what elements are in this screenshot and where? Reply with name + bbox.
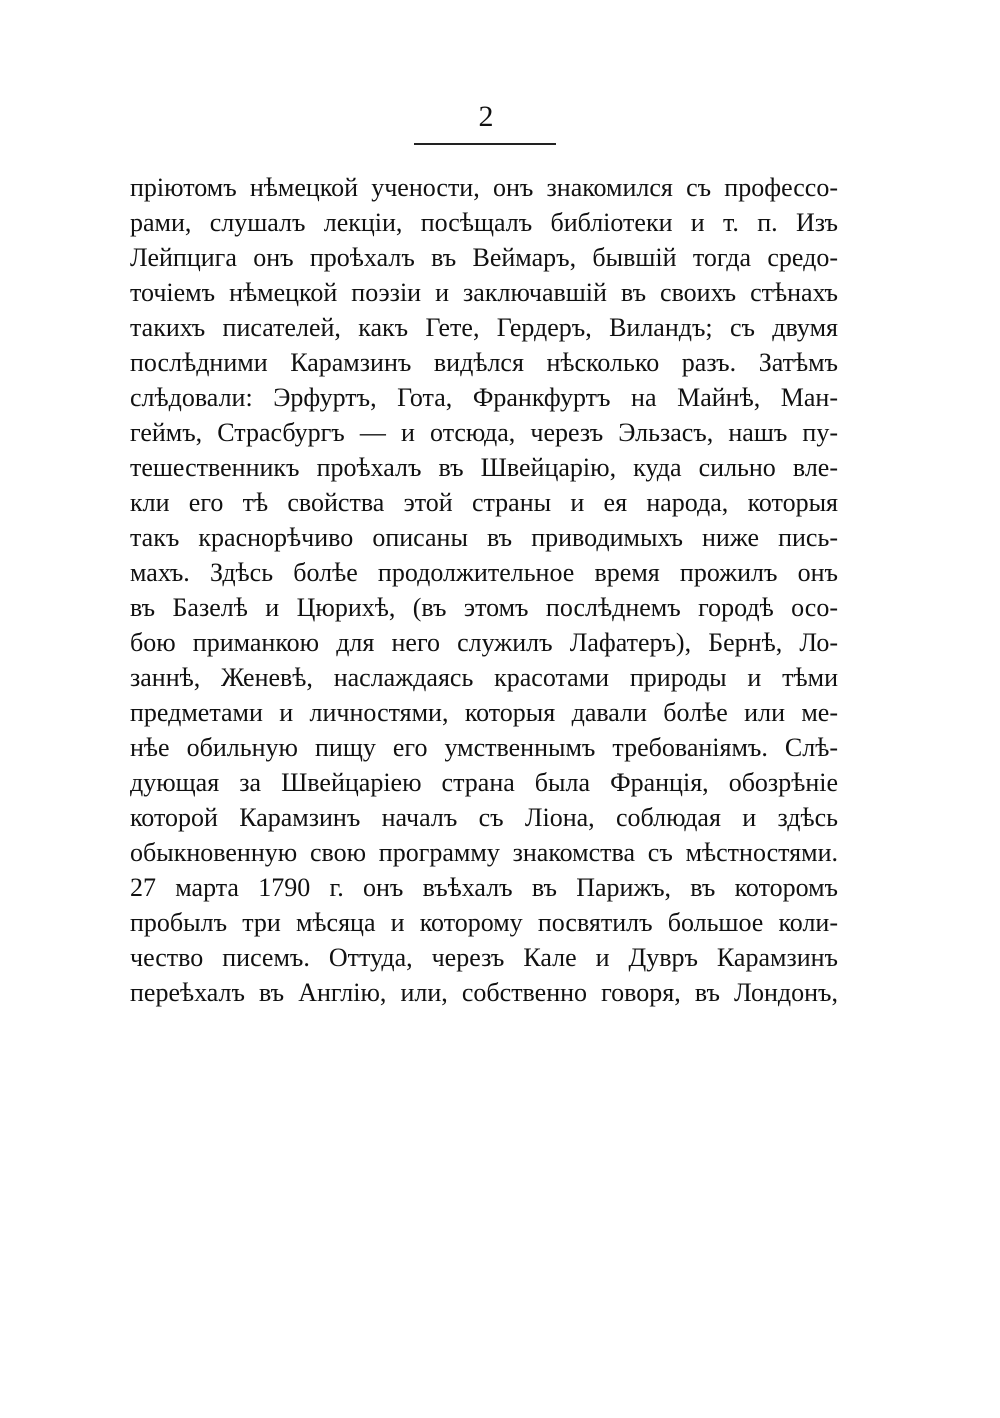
text-line: чество писемъ. Оттуда, черезъ Кале и Дувръ Карамзинъ — [130, 943, 838, 972]
text-line: слѣдовали: Эрфуртъ, Гота, Франкфуртъ на Майнѣ, Ман- — [130, 383, 838, 412]
text-line: заннѣ, Женевѣ, наслаждаясь красотами природы и тѣми — [130, 663, 838, 692]
text-line: тешественникъ проѣхалъ въ Швейцарію, куда сильно вле- — [130, 453, 838, 482]
text-line: нѣе обильную пищу его умственнымъ требованіямъ. Слѣ- — [130, 733, 838, 762]
text-line: Лейпцига онъ проѣхалъ въ Веймаръ, бывшій тогда средо- — [130, 243, 838, 272]
text-line: кли его тѣ свойства этой страны и ея народа, которыя — [130, 488, 838, 517]
text-line: такъ краснорѣчиво описаны въ приводимыхъ ниже пись- — [130, 523, 838, 552]
page-number: 2 — [478, 100, 494, 133]
text-line: пробылъ три мѣсяца и которому посвятилъ большое коли- — [130, 908, 838, 937]
text-line: обыкновенную свою программу знакомства съ мѣстностями. — [130, 838, 838, 867]
text-line: рами, слушалъ лекціи, посѣщалъ библіотеки и т. п. Изъ — [130, 208, 838, 237]
text-line: геймъ, Страсбургъ — и отсюда, черезъ Эльзасъ, нашъ пу- — [130, 418, 838, 447]
text-line: бою приманкою для него служилъ Лафатеръ), Бернѣ, Ло- — [130, 628, 838, 657]
text-line: въ Базелѣ и Цюрихѣ, (въ этомъ послѣднемъ городѣ осо- — [130, 593, 838, 622]
text-line: точіемъ нѣмецкой поэзіи и заключавшій въ своихъ стѣнахъ — [130, 278, 838, 307]
header-rule — [414, 143, 556, 145]
text-line: пріютомъ нѣмецкой учености, онъ знакомился съ профессо- — [130, 173, 838, 202]
body-text — [130, 170, 838, 1010]
text-line: дующая за Швейцаріею страна была Франція, обозрѣніе — [130, 768, 838, 797]
text-line: послѣдними Карамзинъ видѣлся нѣсколько разъ. Затѣмъ — [130, 348, 838, 377]
text-line: 27 марта 1790 г. онъ въѣхалъ въ Парижъ, въ которомъ — [130, 873, 838, 902]
text-line: такихъ писателей, какъ Гете, Гердеръ, Виландъ; съ двумя — [130, 313, 838, 342]
text-line: переѣхалъ въ Англію, или, собственно говоря, въ Лондонъ, — [130, 978, 838, 1007]
text-line: предметами и личностями, которыя давали болѣе или ме- — [130, 698, 838, 727]
text-line: махъ. Здѣсь болѣе продолжительное время прожилъ онъ — [130, 558, 838, 587]
text-line: которой Карамзинъ началъ съ Ліона, соблюдая и здѣсь — [130, 803, 838, 832]
